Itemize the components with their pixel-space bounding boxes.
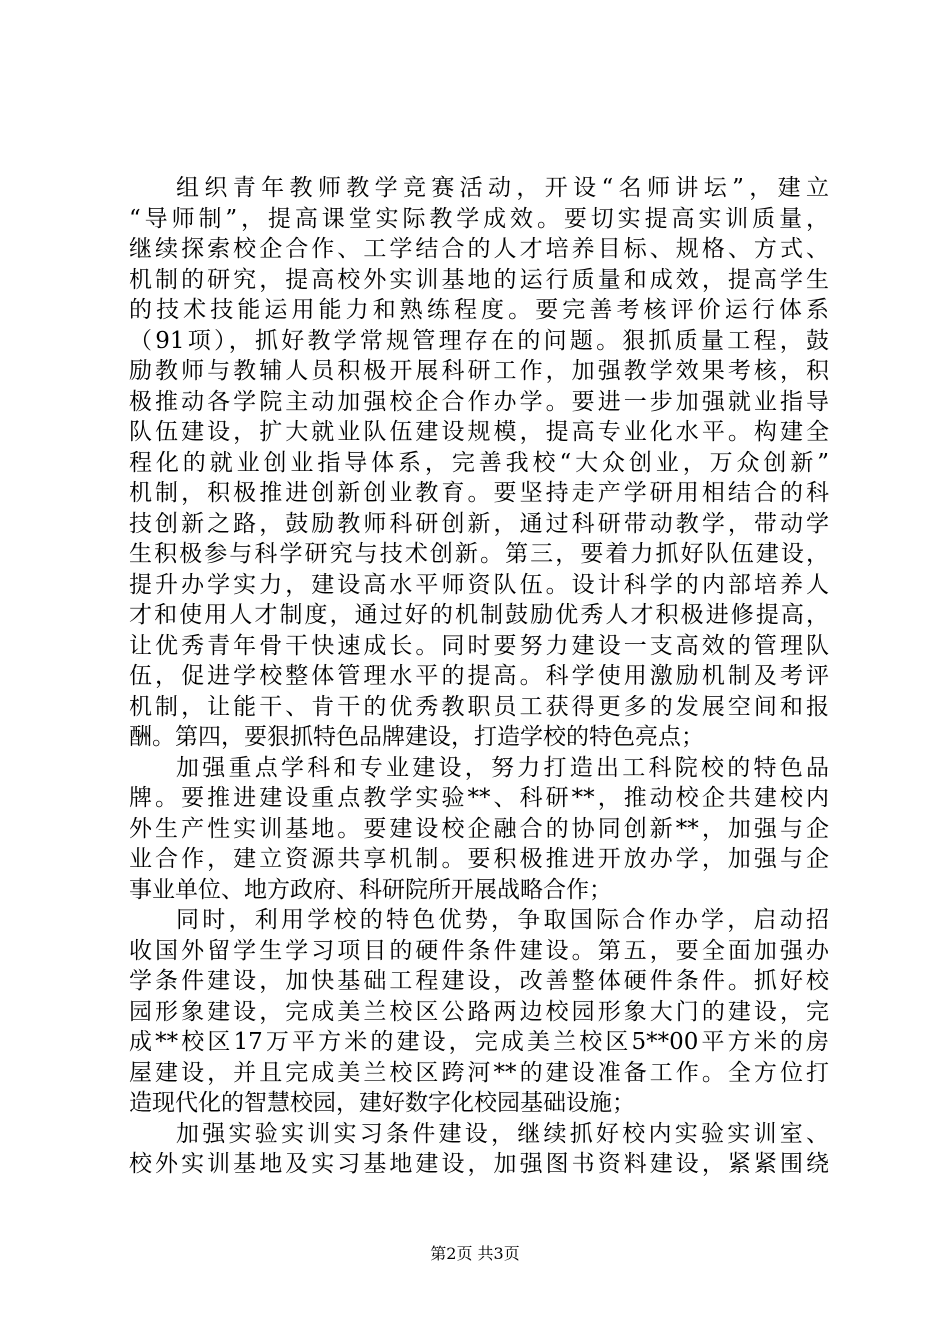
text-line: 屋建设，并且完成美兰校区跨河**的建设准备工作。全方位打	[129, 1059, 829, 1086]
text-line: 组织青年教师教学竞赛活动，开设“名师讲坛”，建立	[176, 175, 829, 201]
body-text	[129, 173, 829, 1180]
text-line: 造现代化的智慧校园，建好数字化校园基础设施；	[129, 1090, 635, 1116]
page-number-footer: 第2页 共3页	[430, 1244, 520, 1263]
text-line: 让优秀青年骨干快速成长。同时要努力建设一支高效的管理队	[129, 632, 829, 659]
text-line: 学条件建设，加快基础工程建设，改善整体硬件条件。抓好校	[129, 968, 829, 994]
text-line: 程化的就业创业指导体系，完善我校“大众创业，万众创新”	[129, 449, 829, 476]
text-line: 生积极参与科学研究与技术创新。第三，要着力抓好队伍建设，	[129, 541, 829, 567]
text-line: 机制，积极推进创新创业教育。要坚持走产学研用相结合的科	[129, 480, 829, 506]
text-line: 励教师与教辅人员积极开展科研工作，加强教学效果考核，积	[129, 358, 829, 384]
text-line: 校外实训基地及实习基地建设，加强图书资料建设，紧紧围绕	[129, 1151, 829, 1177]
text-line: 园形象建设，完成美兰校区公路两边校园形象大门的建设，完	[129, 998, 829, 1025]
text-line: 队伍建设，扩大就业队伍建设规模，提高专业化水平。构建全	[129, 419, 829, 445]
paragraph	[129, 905, 829, 1119]
text-line: 收国外留学生学习项目的硬件条件建设。第五，要全面加强办	[129, 937, 829, 964]
text-line: 机制，让能干、肯干的优秀教职员工获得更多的发展空间和报	[129, 693, 829, 720]
text-line: 事业单位、地方政府、科研院所开展战略合作；	[129, 876, 612, 903]
text-line: 外生产性实训基地。要建设校企融合的协同创新**，加强与企	[129, 815, 829, 842]
text-line: “导师制”，提高课堂实际教学成效。要切实提高实训质量，	[129, 205, 829, 232]
text-line: 同时，利用学校的特色优势，争取国际合作办学，启动招	[176, 907, 829, 933]
text-line: 伍，促进学校整体管理水平的提高。科学使用激励机制及考评	[129, 663, 829, 689]
paragraph	[129, 1119, 829, 1180]
text-line: 酬。第四，要狠抓特色品牌建设，打造学校的特色亮点；	[129, 724, 704, 750]
text-line: 极推动各学院主动加强校企合作办学。要进一步加强就业指导	[129, 388, 829, 415]
paragraph	[129, 173, 829, 753]
text-line: 的技术技能运用能力和熟练程度。要完善考核评价运行体系	[129, 297, 829, 323]
text-line: 业合作，建立资源共享机制。要积极推进开放办学，加强与企	[129, 846, 829, 872]
text-line: 成**校区17万平方米的建设，完成美兰校区5**00平方米的房	[129, 1029, 829, 1055]
text-line: 机制的研究，提高校外实训基地的运行质量和成效，提高学生	[129, 266, 829, 293]
text-line: 牌。要推进建设重点教学实验**、科研**，推动校企共建校内	[129, 785, 829, 811]
text-line: 才和使用人才制度，通过好的机制鼓励优秀人才积极进修提高，	[129, 602, 829, 628]
text-line: 加强重点学科和专业建设，努力打造出工科院校的特色品	[176, 754, 829, 781]
text-line: 提升办学实力，建设高水平师资队伍。设计科学的内部培养人	[129, 571, 829, 598]
text-line: 加强实验实训实习条件建设，继续抓好校内实验实训室、	[176, 1120, 829, 1147]
text-line: 继续探索校企合作、工学结合的人才培养目标、规格、方式、	[129, 236, 829, 262]
text-line: 技创新之路，鼓励教师科研创新，通过科研带动教学，带动学	[129, 510, 829, 537]
paragraph	[129, 753, 829, 906]
text-line: （91项），抓好教学常规管理存在的问题。狠抓质量工程，鼓	[129, 327, 829, 354]
